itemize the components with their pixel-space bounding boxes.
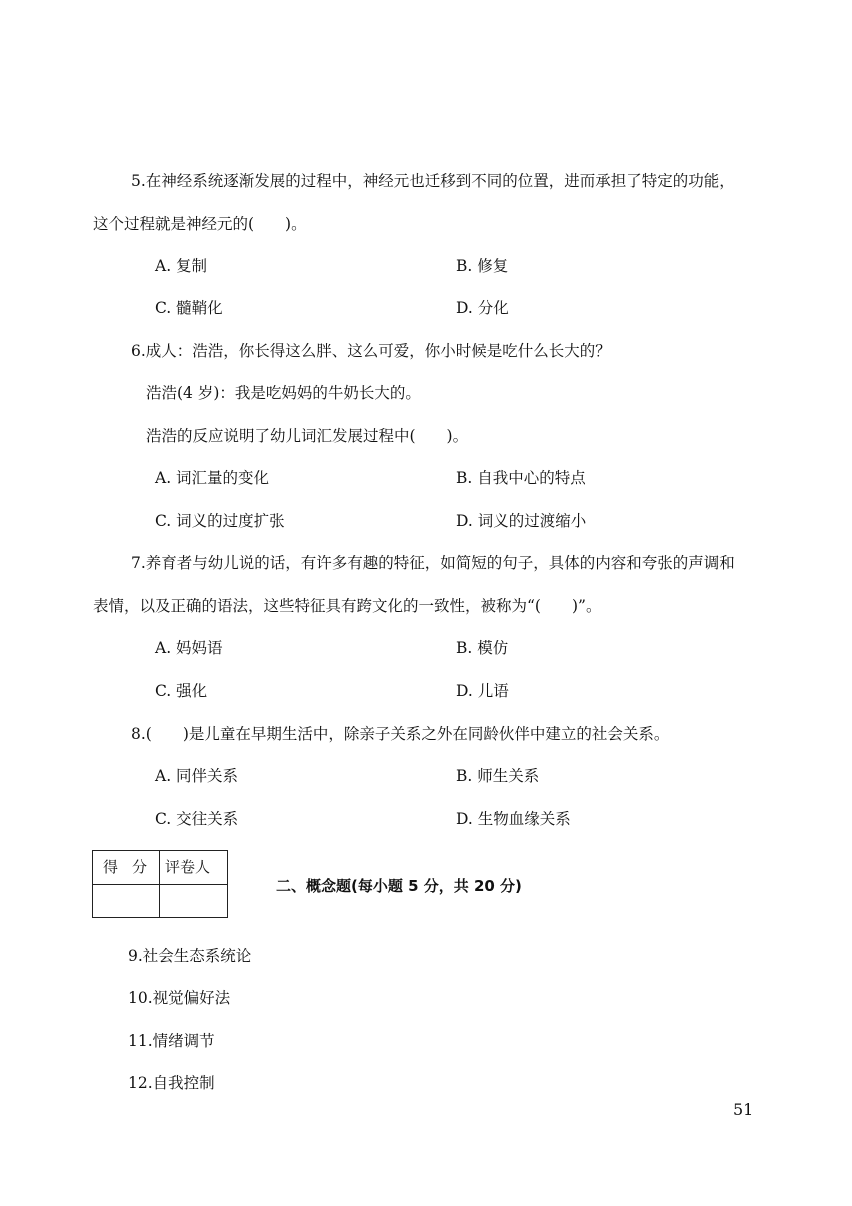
q8-option-b: B. 师生关系 bbox=[456, 767, 540, 785]
q6-stem-line3: 浩浩的反应说明了幼儿词汇发展过程中( )。 bbox=[146, 427, 469, 445]
q7-option-d: D. 儿语 bbox=[456, 682, 509, 700]
q8-stem-line1: 8.( )是儿童在早期生活中，除亲子关系之外在同龄伙伴中建立的社会关系。 bbox=[131, 725, 670, 743]
q6-option-c: C. 词义的过度扩张 bbox=[155, 512, 285, 530]
q8-option-d: D. 生物血缘关系 bbox=[456, 810, 571, 828]
q7-option-c: C. 强化 bbox=[155, 682, 208, 700]
grader-header: 评卷人 bbox=[165, 858, 211, 876]
section2-item-12: 12.自我控制 bbox=[128, 1074, 215, 1092]
q8-option-c: C. 交往关系 bbox=[155, 810, 239, 828]
section2-item-10: 10.视觉偏好法 bbox=[128, 989, 231, 1007]
q5-option-d: D. 分化 bbox=[456, 299, 509, 317]
q7-stem-line2: 表情，以及正确的语法，这些特征具有跨文化的一致性，被称为“( )”。 bbox=[93, 597, 602, 615]
page-number: 51 bbox=[733, 1100, 754, 1119]
section2-item-9: 9.社会生态系统论 bbox=[128, 947, 252, 965]
q7-stem-line1: 7.养育者与幼儿说的话，有许多有趣的特征，如简短的句子，具体的内容和夸张的声调和 bbox=[131, 554, 735, 572]
score-header: 得分 bbox=[103, 858, 162, 876]
score-table bbox=[92, 850, 228, 918]
section-title: 二、概念题(每小题 5 分，共 20 分) bbox=[276, 877, 522, 895]
q6-option-b: B. 自我中心的特点 bbox=[456, 469, 586, 487]
q5-stem-line2: 这个过程就是神经元的( )。 bbox=[93, 215, 307, 233]
q6-option-a: A. 词汇量的变化 bbox=[155, 469, 270, 487]
q8-option-a: A. 同伴关系 bbox=[155, 767, 239, 785]
q5-option-b: B. 修复 bbox=[456, 257, 509, 275]
table-divider-horizontal bbox=[93, 884, 227, 885]
q7-option-a: A. 妈妈语 bbox=[155, 639, 223, 657]
q5-option-a: A. 复制 bbox=[155, 257, 208, 275]
q7-option-b: B. 模仿 bbox=[456, 639, 509, 657]
q6-stem-line2: 浩浩(4 岁)：我是吃妈妈的牛奶长大的。 bbox=[146, 384, 421, 402]
q6-option-d: D. 词义的过渡缩小 bbox=[456, 512, 587, 530]
section2-item-11: 11.情绪调节 bbox=[128, 1032, 215, 1050]
q6-stem-line1: 6.成人：浩浩，你长得这么胖、这么可爱，你小时候是吃什么长大的？ bbox=[131, 342, 611, 360]
q5-option-c: C. 髓鞘化 bbox=[155, 299, 223, 317]
q5-stem-line1: 5.在神经系统逐渐发展的过程中，神经元也迁移到不同的位置，进而承担了特定的功能， bbox=[131, 172, 735, 190]
